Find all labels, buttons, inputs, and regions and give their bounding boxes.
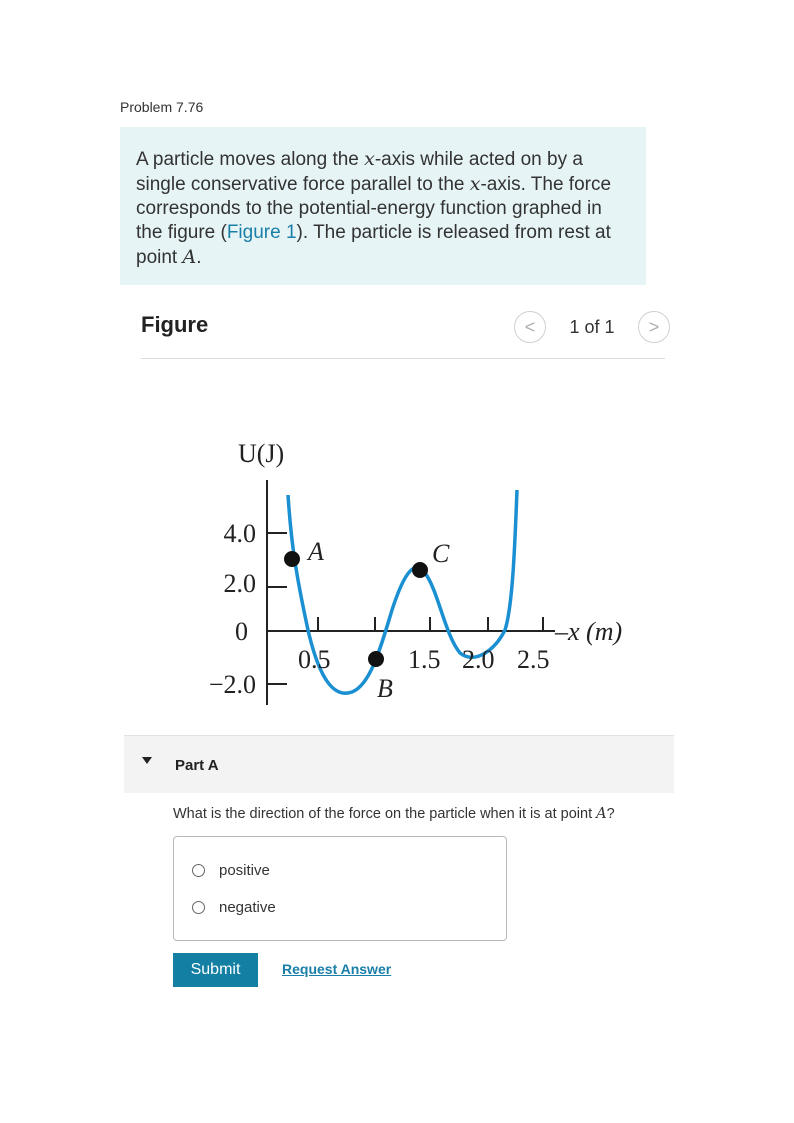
point-b-label: B: [377, 674, 393, 703]
point-a-var: A: [182, 246, 197, 268]
x-tick-label: 1.5: [408, 645, 441, 674]
point-a-marker: [284, 551, 300, 567]
part-a-question: What is the direction of the force on the particle when it is at point A?: [173, 806, 615, 822]
figure-link[interactable]: Figure 1: [226, 222, 297, 243]
option-negative[interactable]: [192, 899, 276, 916]
point-c-marker: [412, 562, 428, 578]
potential-energy-graph: [170, 420, 640, 720]
figure-pager: [514, 311, 670, 343]
figure-divider: [141, 358, 665, 359]
point-b-marker: [368, 651, 384, 667]
x-axis-title: –x (m): [555, 617, 623, 646]
chevron-left-icon: <: [524, 316, 536, 337]
caret-down-icon: [142, 757, 152, 764]
next-figure-button[interactable]: [638, 311, 670, 343]
figure-heading: Figure: [141, 312, 209, 337]
submit-button[interactable]: Submit: [173, 953, 258, 987]
y-tick-label: −2.0: [208, 670, 256, 699]
point-a-label: A: [308, 537, 324, 566]
x-tick-label: 2.0: [462, 645, 495, 674]
option-label: positive: [219, 862, 270, 879]
y-tick-label: 2.0: [223, 569, 256, 598]
point-c-label: C: [432, 539, 450, 568]
x-tick-label: 2.5: [517, 645, 550, 674]
y-axis-title: U(J): [238, 439, 285, 468]
problem-title: Problem 7.76: [120, 99, 204, 115]
part-a-label: Part A: [175, 757, 219, 774]
answer-options: [173, 836, 507, 941]
prev-figure-button[interactable]: [514, 311, 546, 343]
option-positive[interactable]: [192, 862, 270, 879]
y-tick-label: 4.0: [223, 519, 256, 548]
x-tick-label: 0.5: [298, 645, 331, 674]
request-answer-link[interactable]: Request Answer: [282, 961, 392, 977]
option-label: negative: [219, 899, 276, 916]
radio-button[interactable]: [192, 901, 205, 914]
problem-statement: A particle moves along the x-axis while acted on by a single conservative force parallel to the x-axis. The force corresponds to the potential-energy function graphed in the figure (Figure 1). The particle is released from rest at point A.: [120, 127, 646, 285]
radio-button[interactable]: [192, 864, 205, 877]
part-a-header[interactable]: [124, 735, 674, 793]
y-tick-label: 0: [235, 617, 248, 646]
figure-page-count: 1 of 1: [569, 316, 615, 337]
chevron-right-icon: >: [648, 316, 660, 337]
